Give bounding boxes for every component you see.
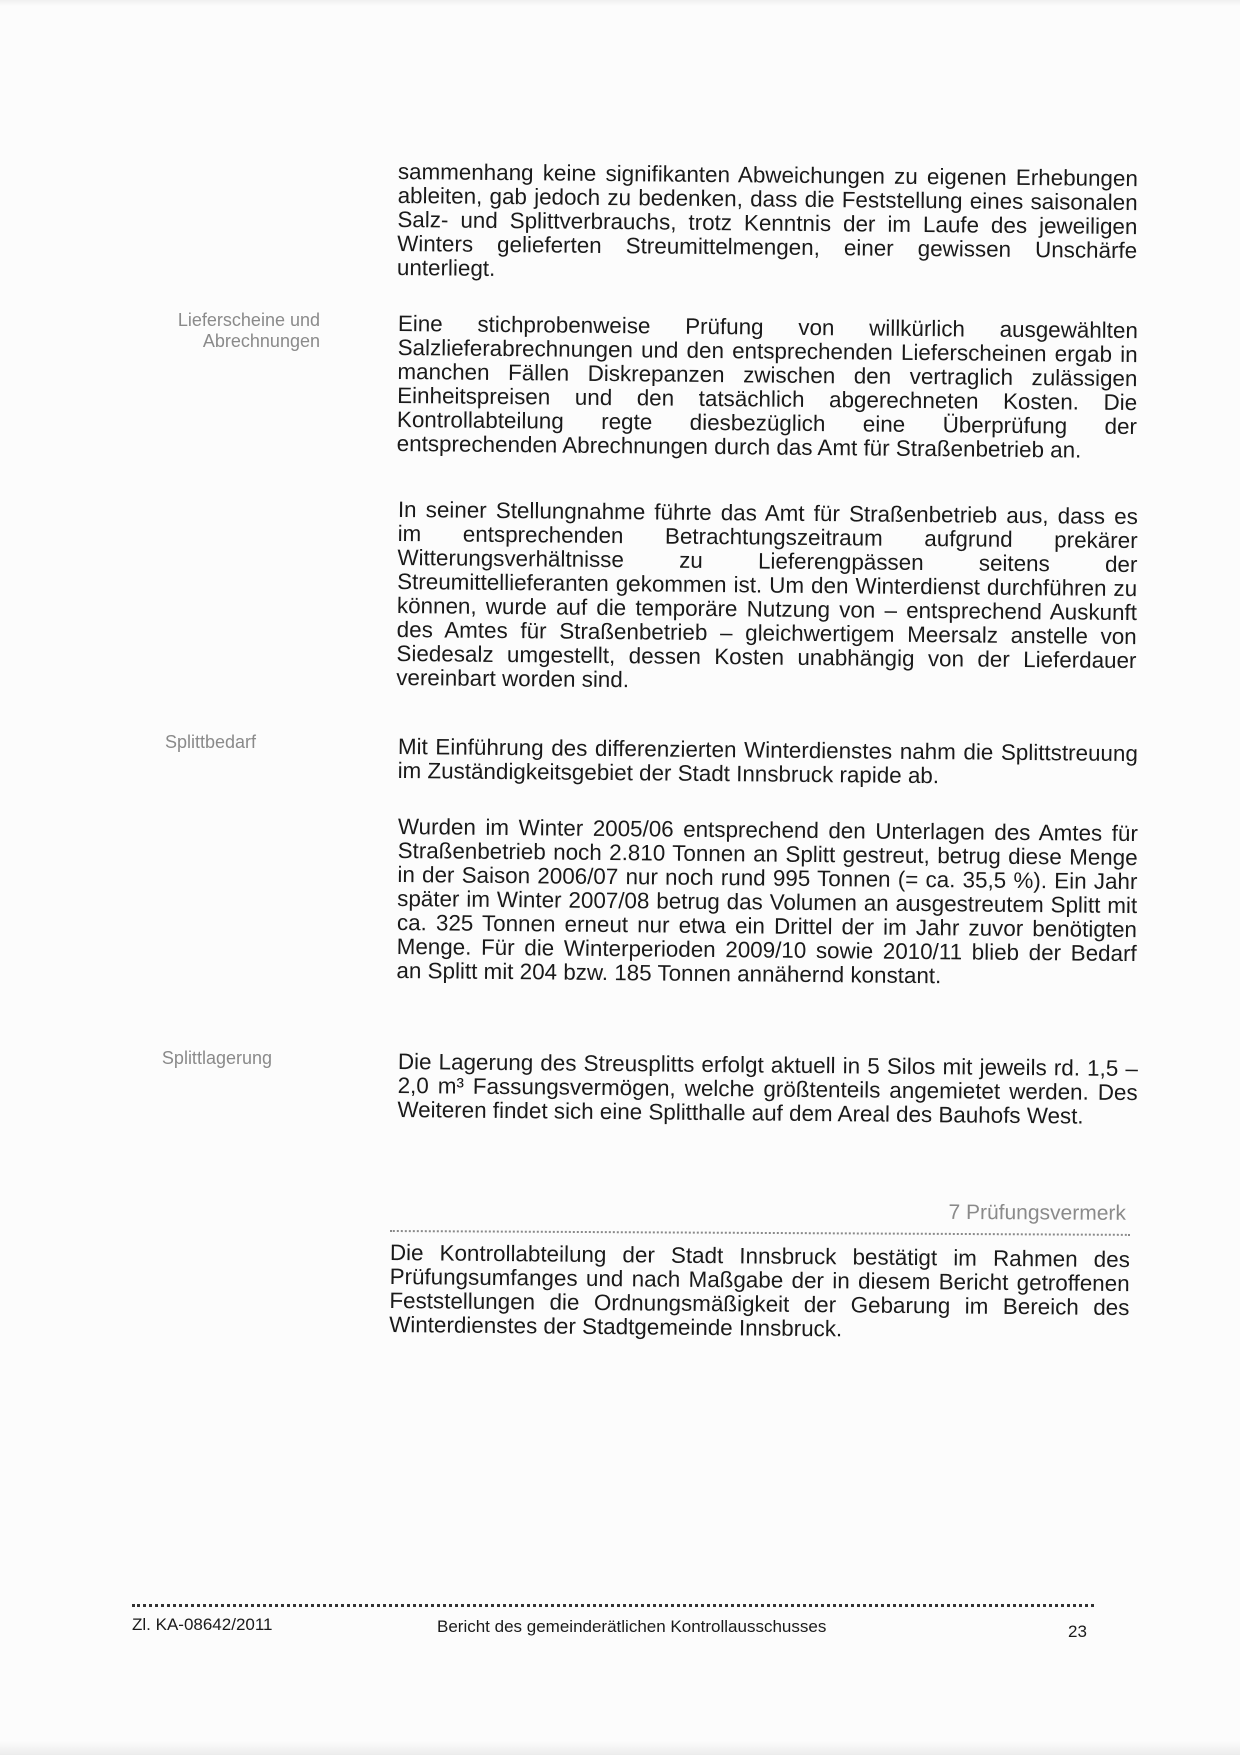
body-paragraph-2: Eine stichprobenweise Prüfung von willkürlich ausgewählten Salzlieferabrechnungen und den entsprechenden Lieferscheinen ergab in manchen Fällen Diskrepanzen zwischen den vertraglich zulässigen Einheitspreisen und den tatsächlich abgerechneten Kosten. Die Kontrollabteilung regte diesbezüglich eine Überprüfung der entsprechenden Abrechnungen durch das Amt für Straßenbetrieb an. <box>396 311 1138 463</box>
section-heading-rule <box>390 1196 1130 1236</box>
footer-title: Bericht des gemeinderätlichen Kontrollausschusses <box>437 1617 827 1636</box>
scan-edge-top <box>0 0 1240 6</box>
footer-page-number: 23 <box>1068 1622 1087 1641</box>
margin-note-splittlagerung: Splittlagerung <box>161 1048 272 1068</box>
scan-edge-bottom <box>0 1741 1240 1755</box>
margin-note-splittbedarf: Splittbedarf <box>164 732 256 752</box>
margin-note-lieferscheine <box>100 310 320 352</box>
margin-note-line: Lieferscheine und <box>177 310 320 330</box>
body-paragraph-6: Die Lagerung des Streusplitts erfolgt aktuell in 5 Silos mit jeweils rd. 1,5 – 2,0 m³ Fassungsvermögen, welche größtenteils angemietet werden. Des Weiteren findet sich eine Splitthalle auf dem Areal des Bauhofs West. <box>397 1049 1138 1129</box>
margin-note-line: Abrechnungen <box>202 331 320 351</box>
footer-rule <box>132 1604 1094 1607</box>
body-paragraph-4: Mit Einführung des differenzierten Winterdienstes nahm die Splittstreuung im Zuständigkeitsgebiet der Stadt Innsbruck rapide ab. <box>397 734 1138 789</box>
section-heading: 7 Prüfungsvermerk <box>948 1200 1126 1225</box>
body-paragraph-3: In seiner Stellungnahme führte das Amt für Straßenbetrieb aus, dass es im entsprechenden Betrachtungszeitraum aufgrund prekärer Witterungsverhältnisse zu Lieferengpässen seitens der Streumittellieferanten gekommen ist. Um den Winterdienst durchführen zu können, wurde auf die temporäre Nutzung von – entsprechend Auskunft des Amtes für Straßenbetrieb – gleichwertigem Meersalz anstelle von Siedesalz umgestellt, dessen Kosten unabhängig von der Lieferdauer vereinbart worden sind. <box>396 497 1138 693</box>
body-paragraph-1: sammenhang keine signifikanten Abweichungen zu eigenen Erhebungen ableiten, gab jedoch zu bedenken, dass die Feststellung eines saisonalen Salz- und Splittverbrauchs, trotz Kenntnis der im Laufe des jeweiligen Winters gelieferten Streumittelmengen, einer gewissen Unschärfe unterliegt. <box>396 159 1138 281</box>
footer-reference: Zl. KA-08642/2011 <box>132 1615 273 1634</box>
body-paragraph-5: Wurden im Winter 2005/06 entsprechend den Unterlagen des Amtes für Straßenbetrieb noch 2.810 Tonnen an Splitt gestreut, betrug diese Menge in der Saison 2006/07 nur noch rund 995 Tonnen (= ca. 35,5 %). Ein Jahr später im Winter 2007/08 betrug das Volumen an ausgestreutem Splitt mit ca. 325 Tonnen erneut nur etwa ein Drittel der im Jahr zuvor benötigten Menge. Für die Winterperioden 2009/10 sowie 2010/11 blieb der Bedarf an Splitt mit 204 bzw. 185 Tonnen annähernd konstant. <box>396 814 1138 989</box>
body-paragraph-7: Die Kontrollabteilung der Stadt Innsbruck bestätigt im Rahmen des Prüfungsumfanges und nach Maßgabe der in diesem Bericht getroffenen Feststellungen die Ordnungsmäßigkeit der Gebarung im Bereich des Winterdienstes der Stadtgemeinde Innsbruck. <box>389 1240 1130 1342</box>
